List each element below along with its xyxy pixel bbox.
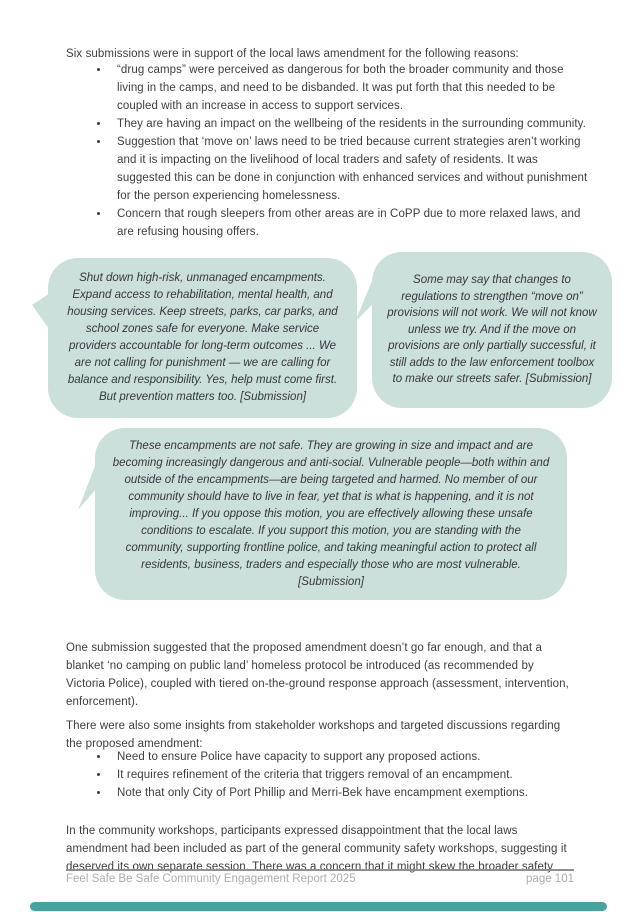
quote-bubble-left (48, 258, 357, 418)
speech-tail-icon (355, 264, 379, 322)
list-item: • They are having an impact on the wellbeing of the residents in the surrounding community. (110, 115, 588, 133)
list-item: • Need to ensure Police have capacity to support any proposed actions. (110, 748, 588, 766)
list-item: • It requires refinement of the criteria that triggers removal of an encampment. (110, 766, 588, 784)
footer-report-title: Feel Safe Be Safe Community Engagement Report 2025 (66, 873, 356, 885)
quote-bubble-wide (95, 428, 567, 600)
accent-bar (30, 902, 607, 911)
list-item: • Suggestion that ‘move on’ laws need to be tried because current strategies aren’t working and it is impacting on the livelihood of local traders and safety of residents. It was suggested this can be done in conjunction with enhanced services and without punishment for the person experiencing homelessness. (110, 133, 588, 205)
quote-text: Shut down high-risk, unmanaged encampments. Expand access to rehabilitation, mental health, and housing services. Keep streets, parks, car parks, and school zones safe for everyone. Make service providers accountable for long-term outcomes ... We are not calling for punishment — we are calling for balance and responsibility. Yes, help must come first. But prevention matters too. [Submission] (67, 272, 338, 403)
page-footer (66, 873, 574, 885)
speech-tail-icon (32, 292, 52, 338)
footer-divider (66, 869, 574, 871)
quote-text: These encampments are not safe. They are growing in size and impact and are becoming increasingly dangerous and anti-social. Vulnerable people—both within and outside of the encampments—are being targeted and harmed. No member of our community should have to live in fear, yet that is what is happening, and it is not improving... If you oppose this motion, you are effectively allowing these unsafe conditions to escalate. If you support this motion, you are standing with the community, supporting frontline police, and taking meaningful action to protect all residents, business, traders and especially those who are most vulnerable. [Submission] (112, 439, 550, 588)
insights-paragraph: There were also some insights from stakeholder workshops and targeted discussions regarding the proposed amendment: (66, 719, 561, 750)
intro-paragraph: Six submissions were in support of the local laws amendment for the following reasons: (66, 47, 519, 60)
support-reasons-list (86, 61, 588, 241)
quote-text: Some may say that changes to regulations to strengthen “move on” provisions will not work. We will not know unless we try. And if the move on provisions are only partially successful, it still adds to the law enforcement toolbox to make our streets safer. [Submission] (387, 274, 597, 386)
speech-tail-icon (78, 448, 102, 510)
footer-page-number: page 101 (526, 873, 574, 885)
workshop-insights-list (86, 748, 588, 802)
list-item: • Concern that rough sleepers from other areas are in CoPP due to more relaxed laws, and are refusing housing offers. (110, 205, 588, 241)
community-workshops-paragraph: In the community workshops, participants expressed disappointment that the local laws amendment had been included as part of the general community safety workshops, suggesting it deserved its own separate session. There was a concern that it might skew the broader safety (66, 824, 567, 873)
one-submission-paragraph: One submission suggested that the proposed amendment doesn’t go far enough, and that a blanket ‘no camping on public land’ homeless protocol be introduced (as recommended by Victoria Police), coupled with tiered on-the-ground response approach (assessment, intervention, enforcement). (66, 641, 569, 708)
quote-bubble-right (372, 252, 612, 408)
list-item: • Note that only City of Port Phillip and Merri-Bek have encampment exemptions. (110, 784, 588, 802)
list-item: • “drug camps” were perceived as dangerous for both the broader community and those living in the camps, and need to be disbanded. It was put forth that this needed to be coupled with an increase in access to support services. (110, 61, 588, 115)
